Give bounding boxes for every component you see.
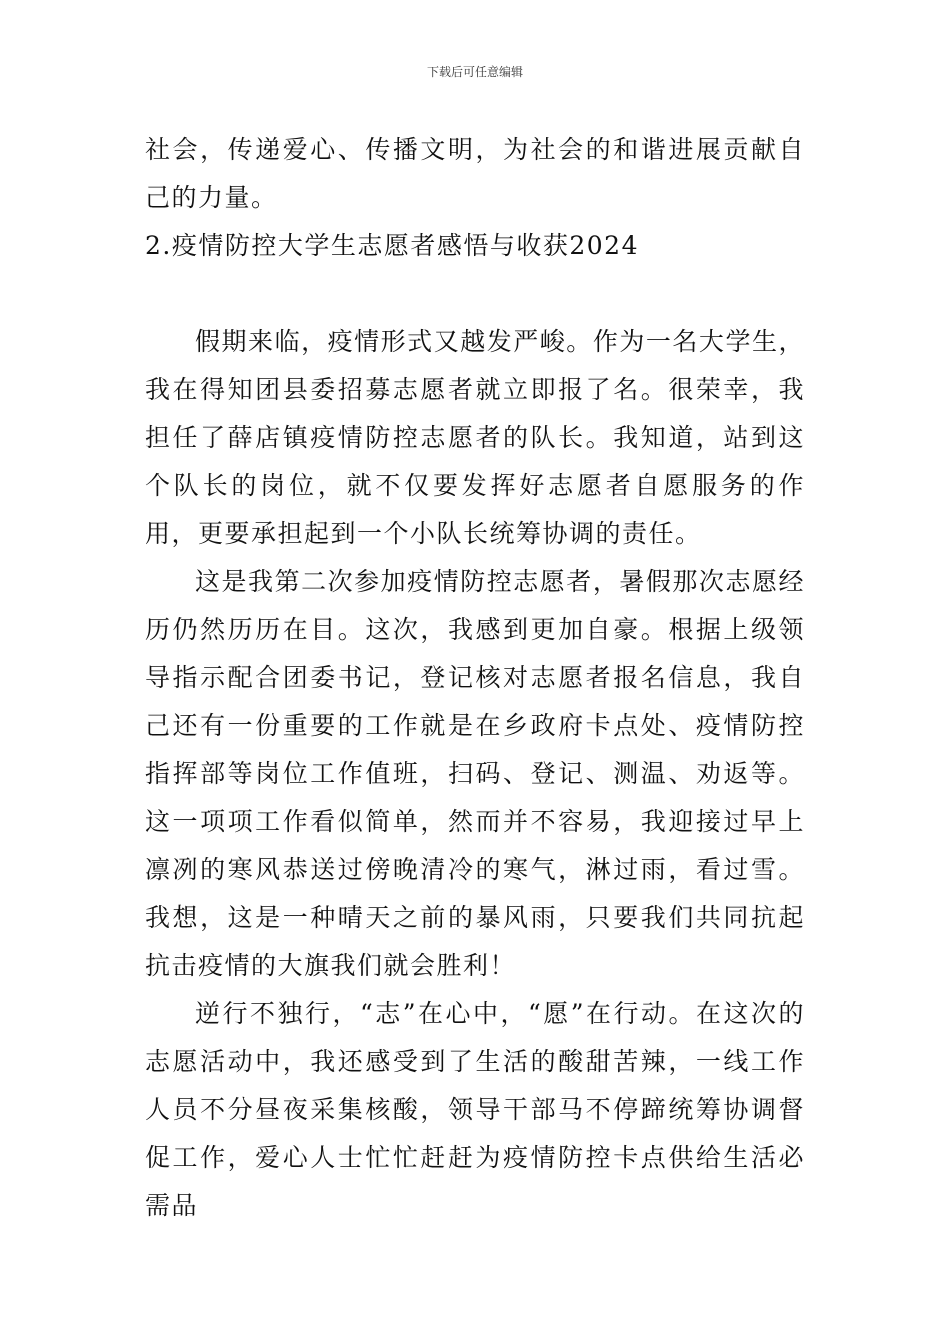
document-body xyxy=(145,126,805,1230)
section-heading: 2.疫情防控大学生志愿者感悟与收获2024 xyxy=(145,231,639,260)
blank-line xyxy=(145,270,805,318)
continuation-paragraph: 社会，传递爱心、传播文明，为社会的和谐进展贡献自己的力量。 xyxy=(145,135,805,212)
body-paragraph: 假期来临，疫情形式又越发严峻。作为一名大学生，我在得知团县委招募志愿者就立即报了名。很荣幸，我担任了薛店镇疫情防控志愿者的队长。我知道，站到这个队长的岗位，就不仅要发挥好志愿者自愿服务的作用，更要承担起到一个小队长统筹协调的责任。 xyxy=(145,327,805,548)
body-paragraph: 逆行不独行，“志”在心中，“愿”在行动。在这次的志愿活动中，我还感受到了生活的酸甜苦辣，一线工作人员不分昼夜采集核酸，领导干部马不停蹄统筹协调督促工作，爱心人士忙忙赶赶为疫情防控卡点供给生活必需品 xyxy=(145,999,805,1220)
page-header: 下载后可任意编辑 xyxy=(426,65,523,79)
body-paragraph: 这是我第二次参加疫情防控志愿者，暑假那次志愿经历仍然历历在目。这次，我感到更加自豪。根据上级领导指示配合团委书记，登记核对志愿者报名信息，我自己还有一份重要的工作就是在乡政府卡点处、疫情防控指挥部等岗位工作值班，扫码、登记、测温、劝返等。这一项项工作看似简单，然而并不容易，我迎接过早上凛冽的寒风恭送过傍晚清冷的寒气，淋过雨，看过雪。我想，这是一种晴天之前的暴风雨，只要我们共同抗起抗击疫情的大旗我们就会胜利！ xyxy=(145,567,805,980)
